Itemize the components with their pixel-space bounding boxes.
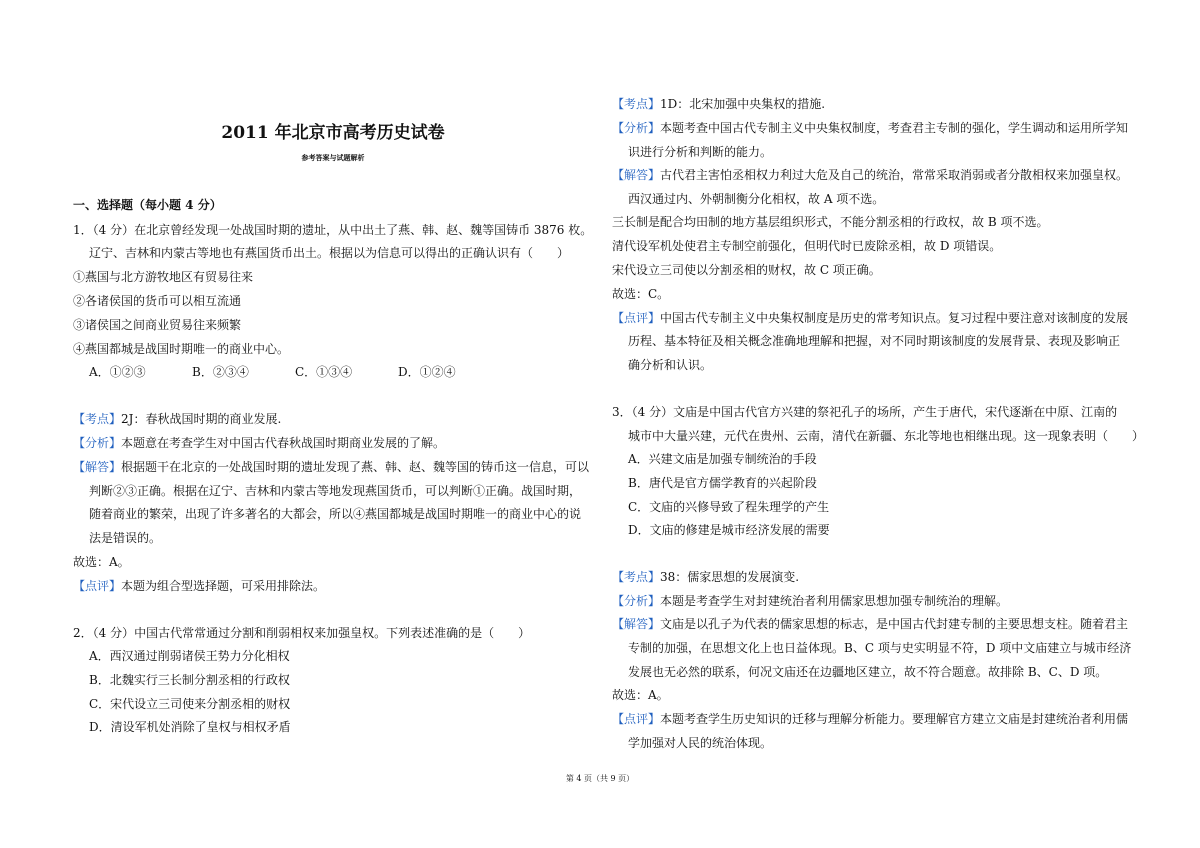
kaodian-tag: 【考点】 bbox=[612, 570, 661, 584]
q1-jieda: 【解答】根据题干在北京的一处战国时期的遗址发现了燕、韩、赵、魏等国的铸币这一信息，可以 bbox=[73, 460, 590, 474]
q2-jieda-line: 清代设军机处使君主专制空前强化，但明代时已废除丞相，故 D 项错误。 bbox=[612, 239, 1002, 253]
q1-jieda-line: 判断②③正确。根据在辽宁、吉林和内蒙古等地发现燕国货币，可以判断①正确。战国时期， bbox=[89, 484, 582, 498]
q2-answer: 故选：C。 bbox=[612, 287, 670, 301]
jieda-tag: 【解答】 bbox=[73, 460, 122, 474]
q1-option-a: A．①②③ bbox=[89, 365, 146, 379]
q3-dianping: 【点评】本题考查学生历史知识的迁移与理解分析能力。要理解官方建立文庙是封建统治者利用儒 bbox=[612, 712, 1129, 726]
page-number: 第 4 页（共 9 页） bbox=[565, 774, 635, 783]
q3-option-c: C．文庙的兴修导致了程朱理学的产生 bbox=[628, 500, 830, 514]
q2-dianping: 【点评】中国古代专制主义中央集权制度是历史的常考知识点。复习过程中要注意对该制度的发展 bbox=[612, 311, 1129, 325]
q3-answer: 故选：A。 bbox=[612, 688, 669, 702]
dianping-tag: 【点评】 bbox=[612, 712, 661, 726]
q2-fenxi: 【分析】本题考查中国古代专制主义中央集权制度，考查君主专制的强化，学生调动和运用所学知 bbox=[612, 121, 1129, 135]
kaodian-tag: 【考点】 bbox=[73, 412, 122, 426]
q1-stem-line: 1．（4 分）在北京曾经发现一处战国时期的遗址，从中出土了燕、韩、赵、魏等国铸币 3876 枚。 bbox=[73, 223, 593, 237]
fenxi-tag: 【分析】 bbox=[612, 594, 661, 608]
q2-option-b: B．北魏实行三长制分割丞相的行政权 bbox=[89, 673, 290, 687]
q2-option-c: C．宋代设立三司使来分割丞相的财权 bbox=[89, 697, 291, 711]
q1-answer: 故选：A。 bbox=[73, 555, 130, 569]
q1-jieda-line: 随着商业的繁荣，出现了许多著名的大都会，所以④燕国都城是战国时期唯一的商业中心的说 bbox=[89, 507, 582, 521]
q3-option-d: D．文庙的修建是城市经济发展的需要 bbox=[628, 523, 830, 537]
fenxi-tag: 【分析】 bbox=[612, 121, 661, 135]
q1-jieda-line: 法是错误的。 bbox=[89, 531, 162, 545]
q2-jieda-line: 宋代设立三司使以分割丞相的财权，故 C 项正确。 bbox=[612, 263, 881, 277]
q2-kaodian: 【考点】1D：北宋加强中央集权的措施. bbox=[612, 97, 826, 111]
q1-fenxi: 【分析】本题意在考查学生对中国古代春秋战国时期商业发展的了解。 bbox=[73, 436, 446, 450]
kaodian-tag: 【考点】 bbox=[612, 97, 661, 111]
dianping-tag: 【点评】 bbox=[612, 311, 661, 325]
q3-jieda: 【解答】文庙是以孔子为代表的儒家思想的标志，是中国古代封建专制的主要思想支柱。随着君主 bbox=[612, 617, 1129, 631]
q3-kaodian: 【考点】38：儒家思想的发展演变. bbox=[612, 570, 800, 584]
q3-option-a: A．兴建文庙是加强专制统治的手段 bbox=[628, 452, 817, 466]
q2-option-a: A．西汉通过削弱诸侯王势力分化相权 bbox=[89, 649, 290, 663]
jieda-tag: 【解答】 bbox=[612, 168, 661, 182]
fenxi-tag: 【分析】 bbox=[73, 436, 122, 450]
q1-option-d: D．①②④ bbox=[398, 365, 456, 379]
q1-stem-line: 辽宁、吉林和内蒙古等地也有燕国货币出土。根据以为信息可以得出的正确认识有（ ） bbox=[89, 246, 570, 260]
q3-dianping-line: 学加强对人民的统治体现。 bbox=[628, 736, 773, 750]
q1-item: ①燕国与北方游牧地区有贸易往来 bbox=[73, 270, 254, 284]
jieda-tag: 【解答】 bbox=[612, 617, 661, 631]
q3-stem-line: 3．（4 分）文庙是中国古代官方兴建的祭祀孔子的场所，产生于唐代，宋代逐渐在中原、江南的 bbox=[612, 405, 1118, 419]
page-title: 2011 年北京市高考历史试卷 bbox=[221, 123, 445, 143]
q2-fenxi-line: 识进行分析和判断的能力。 bbox=[628, 145, 773, 159]
q1-options bbox=[89, 364, 501, 380]
q3-fenxi: 【分析】本题是考查学生对封建统治者利用儒家思想加强专制统治的理解。 bbox=[612, 594, 1009, 608]
q1-dianping: 【点评】本题为组合型选择题，可采用排除法。 bbox=[73, 579, 326, 593]
q2-stem: 2．（4 分）中国古代常常通过分割和削弱相权来加强皇权。下列表述准确的是（ ） bbox=[73, 626, 531, 640]
q1-item: ②各诸侯国的货币可以相互流通 bbox=[73, 294, 242, 308]
q2-dianping-line: 确分析和认识。 bbox=[628, 358, 713, 372]
q1-option-b: B．②③④ bbox=[192, 365, 249, 379]
q1-item: ④燕国都城是战国时期唯一的商业中心。 bbox=[73, 342, 290, 356]
q3-option-b: B．唐代是官方儒学教育的兴起阶段 bbox=[628, 476, 817, 490]
q2-jieda-line: 三长制是配合均田制的地方基层组织形式，不能分割丞相的行政权，故 B 项不选。 bbox=[612, 215, 1049, 229]
q1-option-c: C．①③④ bbox=[295, 365, 353, 379]
q2-jieda-line: 西汉通过内、外朝制衡分化相权，故 A 项不选。 bbox=[628, 192, 885, 206]
q3-stem-line: 城市中大量兴建，元代在贵州、云南，清代在新疆、东北等地也相继出现。这一现象表明（ ） bbox=[628, 429, 1145, 443]
page-subtitle: 参考答案与试题解析 bbox=[301, 153, 365, 162]
q2-option-d: D．清设军机处消除了皇权与相权矛盾 bbox=[89, 720, 291, 734]
q3-jieda-line: 专制的加强，在思想文化上也日益体现。B、C 项与史实明显不符，D 项中文庙建立与城市经济 bbox=[628, 641, 1132, 655]
section-heading: 一、选择题（每小题 4 分） bbox=[73, 198, 222, 212]
q2-dianping-line: 历程、基本特征及相关概念准确地理解和把握，对不同时期该制度的发展背景、表现及影响正 bbox=[628, 334, 1121, 348]
dianping-tag: 【点评】 bbox=[73, 579, 122, 593]
q1-item: ③诸侯国之间商业贸易往来频繁 bbox=[73, 318, 242, 332]
q3-jieda-line: 发展也无必然的联系，何况文庙还在边疆地区建立，故不符合题意。故排除 B、C、D 项。 bbox=[628, 665, 1108, 679]
q2-jieda: 【解答】古代君主害怕丞相权力利过大危及自己的统治，常常采取消弱或者分散相权来加强皇权。 bbox=[612, 168, 1129, 182]
q1-kaodian: 【考点】2J：春秋战国时期的商业发展. bbox=[73, 412, 282, 426]
